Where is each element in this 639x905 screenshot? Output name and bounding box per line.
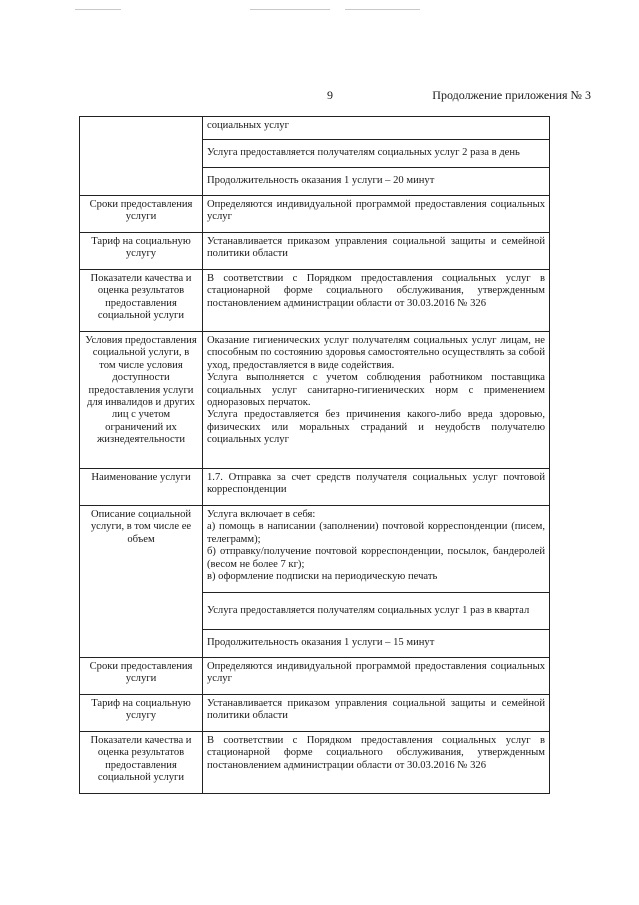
table-row — [80, 469, 550, 506]
table-label-cell: Показатели качества и оценка результатов предоставления социальной услуги — [80, 270, 203, 332]
conditions-paragraph: Оказание гигиенических услуг получателям социальных услуг лицам, не способным по состоянию здоровья самостоятельно осуществлять за собой уход, предоставляется в виде содействия. — [207, 335, 545, 371]
conditions-paragraph: Услуга предоставляется без причинения какого-либо вреда здоровью, физических или моральных страданий и неудобств получателю социальных услуг — [207, 409, 545, 446]
service-table — [79, 116, 550, 794]
table-value-cell: Продолжительность оказания 1 услуги – 20 минут — [203, 168, 550, 196]
scan-artifact-line — [250, 9, 330, 10]
table-value-cell: Определяются индивидуальной программой предоставления социальных услуг — [203, 196, 550, 233]
page-number: 9 — [327, 88, 333, 102]
table-value-cell: Услуга предоставляется получателям социальных услуг 2 раза в день — [203, 140, 550, 168]
table-label-cell: Сроки предоставления услуги — [80, 196, 203, 233]
description-line: а) помощь в написании (заполнении) почтовой корреспонденции (писем, телеграмм); — [207, 521, 545, 545]
table-value-cell: Услуга предоставляется получателям социальных услуг 1 раз в квартал — [203, 593, 550, 630]
table-value-cell: 1.7. Отправка за счет средств получателя социальных услуг почтовой корреспонденции — [203, 469, 550, 506]
scan-artifact-line — [345, 9, 420, 10]
table-value-cell — [203, 332, 550, 469]
table-row — [80, 732, 550, 794]
table-row — [80, 270, 550, 332]
description-line: в) оформление подписки на периодическую печать — [207, 571, 438, 583]
table-value-cell: В соответствии с Порядком предоставления социальных услуг в стационарной форме социального обслуживания, утвержденным постановлением администрации области от 30.03.2016 № 326 — [203, 732, 550, 794]
table-value-cell: В соответствии с Порядком предоставления социальных услуг в стационарной форме социального обслуживания, утвержденным постановлением администрации области от 30.03.2016 № 326 — [203, 270, 550, 332]
continuation-header: Продолжение приложения № 3 — [432, 88, 591, 102]
table-label-cell — [80, 117, 203, 196]
description-line: б) отправку/получение почтовой корреспонденции, посылок, бандеролей (весом не более 7 кг); — [207, 546, 545, 570]
table-row — [80, 506, 550, 593]
conditions-paragraph: Услуга выполняется с учетом соблюдения работником поставщика социальных услуг санитарно-гигиенических норм с применением одноразовых перчаток. — [207, 372, 545, 409]
description-line: Услуга включает в себя: — [207, 509, 316, 520]
table-value-cell: Устанавливается приказом управления социальной защиты и семейной политики области — [203, 695, 550, 732]
table-label-cell: Описание социальной услуги, в том числе ее объем — [80, 506, 203, 658]
table-label-cell: Условия предоставления социальной услуги, в том числе условия доступности предоставления услуги для инвалидов и других лиц с учетом ограничений их жизнедеятельности — [80, 332, 203, 469]
table-row — [80, 117, 550, 140]
table-row — [80, 196, 550, 233]
table-label-cell: Показатели качества и оценка результатов предоставления социальной услуги — [80, 732, 203, 794]
table-value-cell: Определяются индивидуальной программой предоставления социальных услуг — [203, 658, 550, 695]
table-row — [80, 332, 550, 469]
table-label-cell: Тариф на социальную услугу — [80, 233, 203, 270]
table-label-cell: Тариф на социальную услугу — [80, 695, 203, 732]
table-row — [80, 658, 550, 695]
table-value-cell — [203, 506, 550, 593]
table-value-cell: социальных услуг — [203, 117, 550, 140]
scan-artifact-line — [75, 9, 121, 10]
table-label-cell: Наименование услуги — [80, 469, 203, 506]
table-row — [80, 233, 550, 270]
table-value-cell: Устанавливается приказом управления социальной защиты и семейной политики области — [203, 233, 550, 270]
table-value-cell: Продолжительность оказания 1 услуги – 15 минут — [203, 630, 550, 658]
table-label-cell: Сроки предоставления услуги — [80, 658, 203, 695]
table-row — [80, 695, 550, 732]
